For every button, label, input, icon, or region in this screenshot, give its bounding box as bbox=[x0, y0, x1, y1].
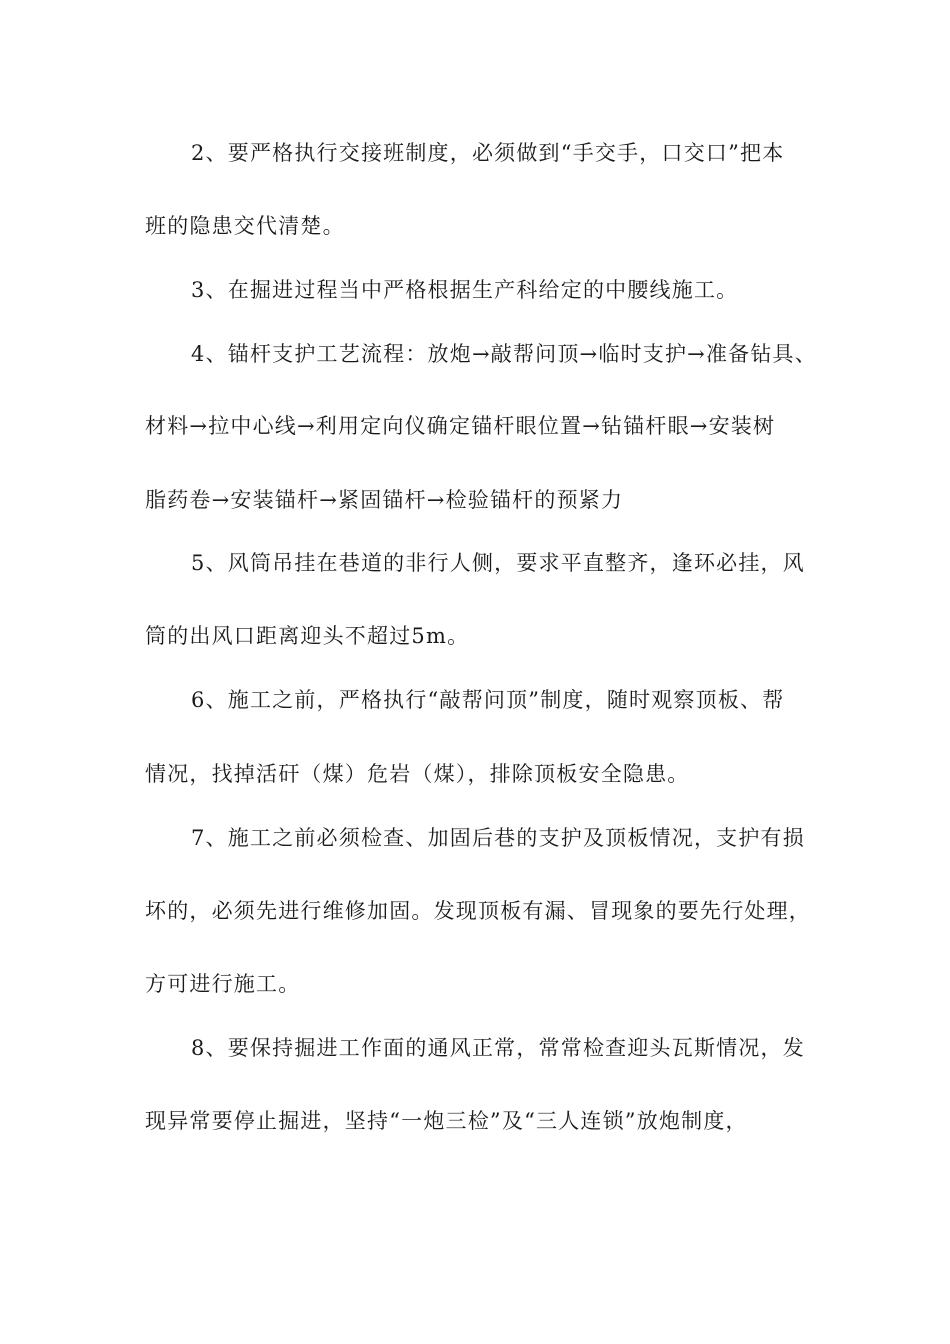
paragraph-5-line-1: 5、风筒吊挂在巷道的非行人侧，要求平直整齐，逢环必挂，风 bbox=[191, 551, 805, 575]
paragraph-7-line-2: 坏的，必须先进行维修加固。发现顶板有漏、冒现象的要先行处理， bbox=[145, 899, 811, 923]
paragraph-8-line-2: 现异常要停止掘进，坚持“一炮三检”及“三人连锁”放炮制度， bbox=[145, 1109, 748, 1133]
paragraph-3-line-1: 3、在掘进过程当中严格根据生产科给定的中腰线施工。 bbox=[191, 278, 739, 302]
paragraph-2-line-2: 班的隐患交代清楚。 bbox=[145, 214, 345, 238]
paragraph-8-line-1: 8、要保持掘进工作面的通风正常，常常检查迎头瓦斯情况，发 bbox=[191, 1036, 805, 1060]
paragraph-4-line-1: 4、锚杆支护工艺流程：放炮→敲帮问顶→临时支护→准备钻具、 bbox=[191, 342, 817, 366]
paragraph-2-line-1: 2、要严格执行交接班制度，必须做到“手交手，口交口”把本 bbox=[191, 141, 785, 165]
paragraph-5-line-2: 筒的出风口距离迎头不超过5m。 bbox=[145, 624, 470, 648]
paragraph-4-line-2: 材料→拉中心线→利用定向仪确定锚杆眼位置→钻锚杆眼→安装树 bbox=[145, 414, 776, 438]
paragraph-7-line-1: 7、施工之前必须检查、加固后巷的支护及顶板情况，支护有损 bbox=[191, 826, 805, 850]
paragraph-6-line-1: 6、施工之前，严格执行“敲帮问顶”制度，随时观察顶板、帮 bbox=[191, 688, 785, 712]
paragraph-6-line-2: 情况，找掉活矸（煤）危岩（煤），排除顶板安全隐患。 bbox=[145, 762, 690, 786]
paragraph-4-line-3: 脂药卷→安装锚杆→紧固锚杆→检验锚杆的预紧力 bbox=[145, 488, 624, 512]
paragraph-7-line-3: 方可进行施工。 bbox=[145, 972, 301, 996]
